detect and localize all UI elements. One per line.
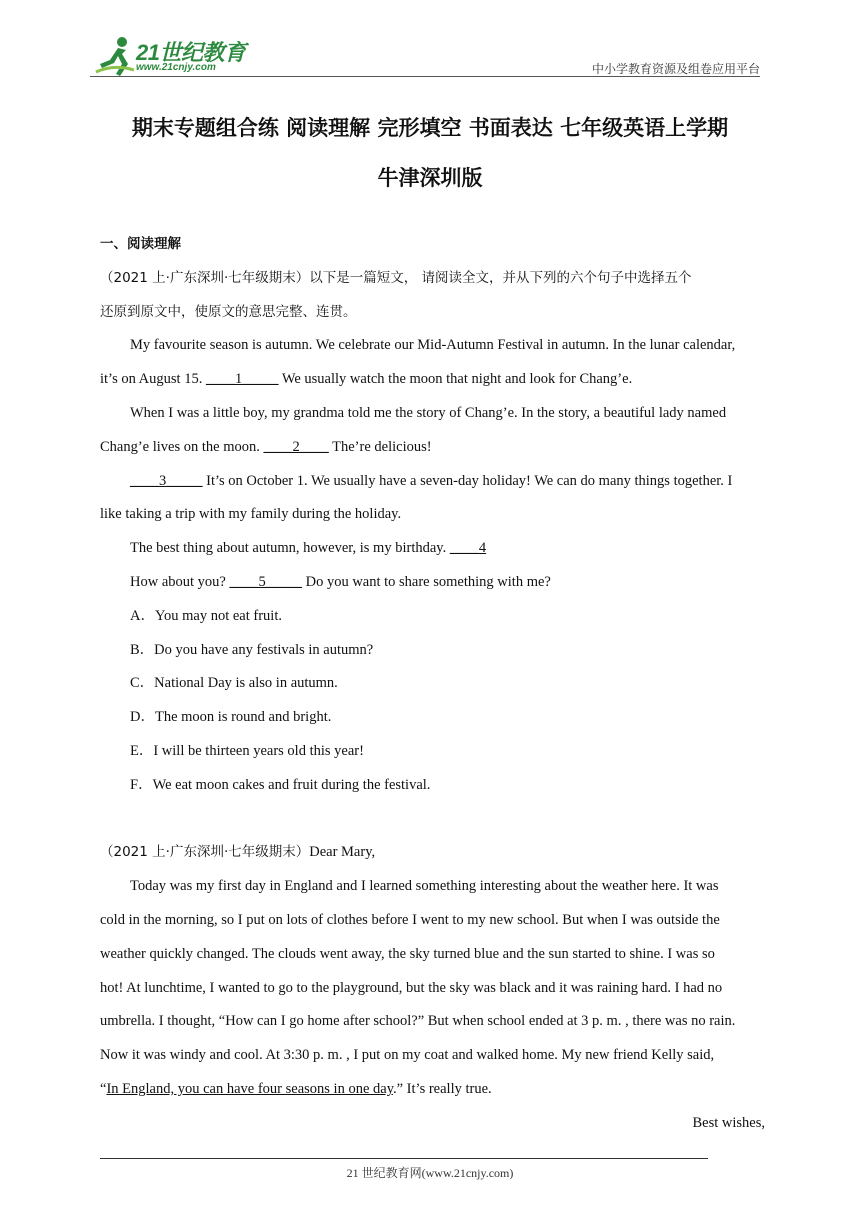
option-a: A．You may not eat fruit.	[130, 607, 282, 624]
option-c: C．National Day is also in autumn.	[130, 675, 338, 692]
document-body	[100, 228, 765, 1141]
page-footer: 21 世纪教育网(www.21cnjy.com)	[346, 1166, 514, 1180]
letter-line-2: cold in the morning, so I put on lots of clothes before I went to my new school. But when I was outside the	[100, 911, 720, 928]
passage1-paragraph-4: The best thing about autumn, however, is my birthday. ____4	[130, 540, 487, 557]
option-e: E．I will be thirteen years old this year!	[130, 742, 364, 759]
platform-tagline: 中小学教育资源及组卷应用平台	[591, 62, 760, 76]
passage1-paragraph-2a: When I was a little boy, my grandma told me the story of Chang’e. In the story, a beautiful lady named	[130, 404, 727, 421]
footer-divider	[100, 1158, 708, 1159]
option-b: B．Do you have any festivals in autumn?	[130, 641, 374, 658]
passage2-source: （2021 上·广东深圳·七年级期末）	[100, 844, 310, 861]
passage1-instruction: （2021 上·广东深圳·七年级期末）以下是一篇短文， 请阅读全文，并从下列的六个句子中选择五个	[100, 269, 692, 286]
page-header	[90, 28, 760, 78]
option-f: F．We eat moon cakes and fruit during the festival.	[130, 776, 431, 793]
option-d: D．The moon is round and bright.	[130, 709, 332, 726]
letter-greeting: Dear Mary,	[309, 844, 376, 861]
logo-url: www.21cnjy.com	[136, 62, 216, 73]
blank-3: ____3_____	[130, 472, 203, 489]
title-line-1: 期末专题组合练 阅读理解 完形填空 书面表达 七年级英语上学期	[131, 116, 729, 140]
section-heading: 一、阅读理解	[100, 236, 181, 252]
document-title	[100, 103, 760, 203]
passage1-paragraph-1a: My favourite season is autumn. We celebrate our Mid-Autumn Festival in autumn. In the lunar calendar,	[130, 337, 736, 354]
letter-line-4: hot! At lunchtime, I wanted to go to the playground, but the sky was black and it was raining hard. I had no	[100, 979, 723, 996]
letter-closing: Best wishes,	[692, 1114, 765, 1131]
passage1-source: （2021 上·广东深圳·七年级期末）	[100, 269, 310, 286]
blank-4: ____4	[449, 540, 487, 557]
passage1-paragraph-1b: it’s on August 15. ____1_____ We usually watch the moon that night and look for Chang’e.	[100, 371, 633, 388]
logo-text: 21世纪教育	[136, 40, 246, 65]
letter-line-3: weather quickly changed. The clouds went away, the sky turned blue and the sun started to shine. I was so	[100, 945, 715, 962]
passage2-header	[100, 836, 765, 870]
section-spacer	[100, 803, 765, 837]
passage1-paragraph-3b: like taking a trip with my family during the holiday.	[100, 506, 402, 523]
letter-line-6: Now it was windy and cool. At 3:30 p. m. , I put on my coat and walked home. My new friend Kelly said,	[100, 1047, 715, 1064]
letter-line-7: “In England, you can have four seasons in one day.” It’s really true.	[100, 1080, 492, 1097]
letter-line-1: Today was my first day in England and I learned something interesting about the weather here. It was	[130, 878, 719, 895]
passage1-paragraph-2b: Chang’e lives on the moon. ____2____ The’re delicious!	[100, 438, 432, 455]
letter-line-5: umbrella. I thought, “How can I go home after school?” But when school ended at 3 p. m. , there was no rain.	[100, 1013, 736, 1030]
runner-logo-icon	[92, 34, 136, 78]
title-line-2: 牛津深圳版	[377, 166, 483, 190]
header-divider	[90, 76, 760, 77]
underlined-sentence: In England, you can have four seasons in one day	[106, 1080, 393, 1097]
site-logo	[92, 34, 262, 78]
blank-2: ____2____	[263, 438, 329, 455]
blank-5: ____5_____	[229, 573, 302, 590]
blank-1: ____1_____	[205, 371, 279, 388]
passage1-instruction-cont: 还原到原文中，使原文的意思完整、连贯。	[100, 303, 357, 320]
passage1-paragraph-5: How about you? ____5_____ Do you want to share something with me?	[130, 573, 551, 590]
passage1-paragraph-3a: ____3_____ It’s on October 1. We usually have a seven-day holiday! We can do many things together. I	[130, 472, 733, 489]
